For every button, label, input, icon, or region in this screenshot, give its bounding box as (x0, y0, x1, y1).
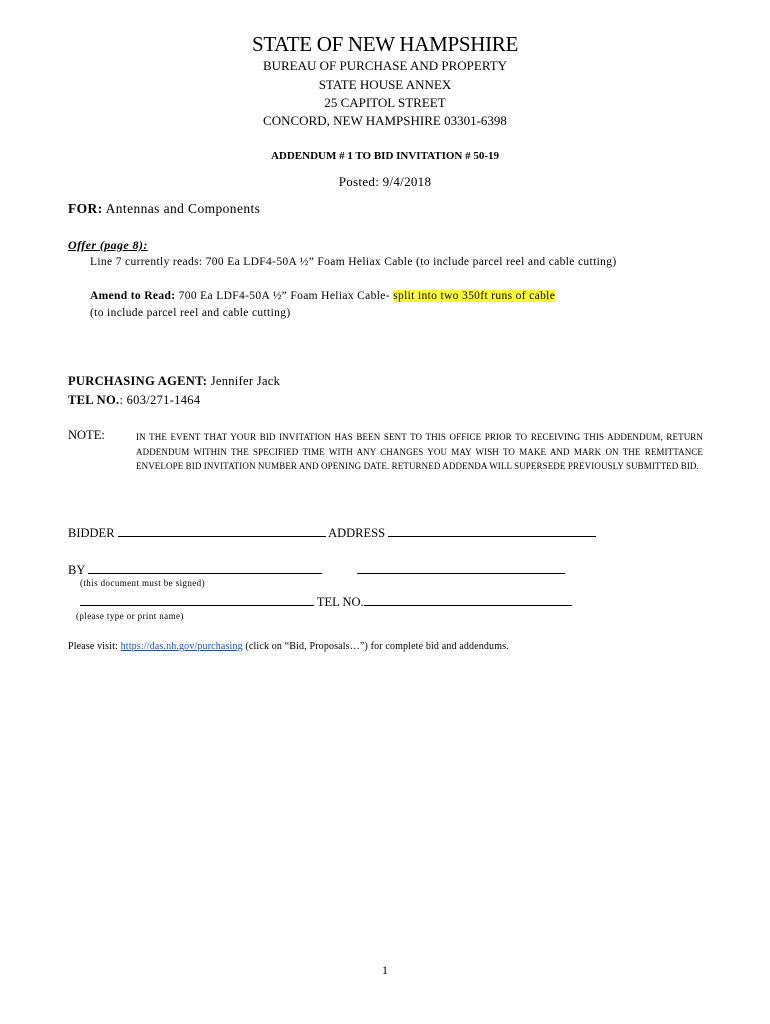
amend-tail: (to include parcel reel and cable cutting) (90, 307, 291, 319)
visit-line (68, 641, 509, 652)
page-number: 1 (382, 963, 388, 977)
bidder-row (68, 524, 596, 541)
amend-highlight: split into two 350ft runs of cable (393, 290, 556, 302)
amend-text: 700 Ea LDF4-50A ½” Foam Heliax Cable- (175, 290, 394, 302)
tel-no-field[interactable] (364, 593, 572, 606)
visit-prefix: Please visit: (68, 641, 121, 652)
for-value: Antennas and Components (102, 201, 261, 216)
signature-field[interactable] (88, 561, 322, 574)
agent-name: Jennifer Jack (207, 374, 281, 388)
state-title: STATE OF NEW HAMPSHIRE (251, 32, 519, 56)
note-label: NOTE: (68, 428, 105, 442)
print-note: (please type or print name) (76, 611, 184, 621)
by-label: BY (68, 563, 85, 577)
address-field[interactable] (388, 524, 596, 537)
offer-amendment (90, 288, 702, 322)
visit-suffix: (click on “Bid, Proposals…”) for complete bid and addendums. (242, 641, 509, 652)
signature-row (68, 561, 565, 578)
tel-no-label: TEL NO. (316, 595, 364, 609)
address-label: ADDRESS (328, 526, 386, 540)
print-name-row (80, 593, 572, 610)
purchasing-link[interactable]: https://das.nh.gov/purchasing (120, 641, 243, 652)
agent-label: PURCHASING AGENT: (68, 374, 208, 388)
for-label: FOR: (68, 201, 103, 216)
bidder-label: BIDDER (68, 526, 115, 540)
tel-label: TEL NO. (68, 393, 120, 407)
street-address: 25 CAPITOL STREET (324, 95, 446, 110)
agent-telephone (68, 393, 200, 408)
annex-name: STATE HOUSE ANNEX (318, 77, 452, 92)
print-name-field[interactable] (80, 593, 314, 606)
date-field[interactable] (357, 561, 565, 574)
note-text: IN THE EVENT THAT YOUR BID INVITATION HAS BEEN SENT TO THIS OFFICE PRIOR TO RECEIVING THIS ADDENDUM, RETURN ADDENDUM WITHIN THE SPECIFIED TIME WITH ANY CHANGES YOU MAY WISH TO MAKE AND MARK ON THE REMITTANCE ENVELOPE BID INVITATION NUMBER AND OPENING DATE. RETURNED ADDENDA WILL SUPERSEDE PREVIOUSLY SUBMITTED BID. (136, 432, 703, 471)
tel-value: : 603/271-1464 (119, 393, 201, 407)
posted-date: Posted: 9/4/2018 (338, 174, 432, 189)
bidder-field[interactable] (118, 524, 326, 537)
purchasing-agent (68, 374, 280, 389)
addendum-heading: ADDENDUM # 1 TO BID INVITATION # 50-19 (270, 150, 500, 162)
city-address: CONCORD, NEW HAMPSHIRE 03301-6398 (263, 113, 507, 128)
offer-heading: Offer (page 8): (68, 238, 148, 252)
signed-note: (this document must be signed) (80, 578, 205, 588)
amend-label: Amend to Read: (90, 290, 176, 302)
for-line (68, 201, 260, 217)
offer-current-line: Line 7 currently reads: 700 Ea LDF4-50A ½” Foam Heliax Cable (to include parcel reel and cable cutting) (90, 256, 617, 268)
bureau-name: BUREAU OF PURCHASE AND PROPERTY (262, 58, 508, 73)
